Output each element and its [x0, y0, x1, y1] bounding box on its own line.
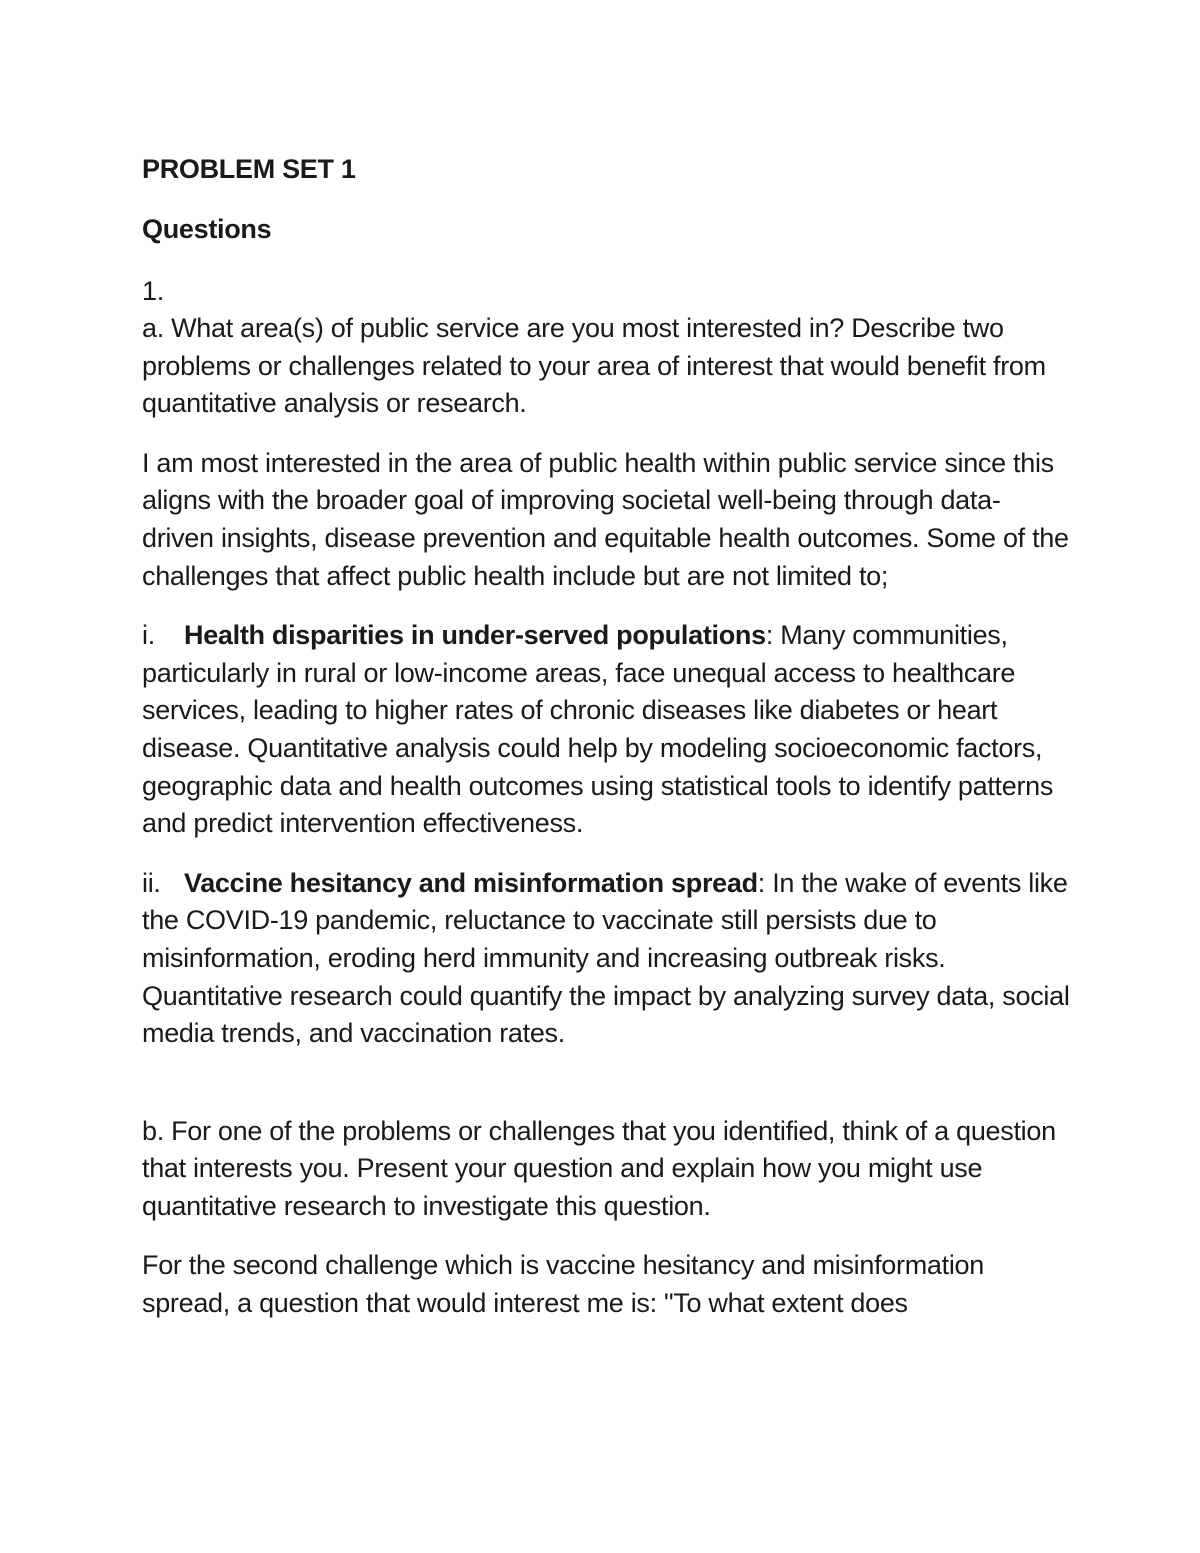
- list-item-vaccine-hesitancy: [142, 865, 1072, 1053]
- list-item-marker: ii.: [142, 867, 161, 898]
- list-item-heading: Vaccine hesitancy and misinformation spread: [184, 867, 758, 898]
- list-item-marker: i.: [142, 620, 155, 651]
- list-item-health-disparities: [142, 617, 1072, 843]
- question-a-text: a. What area(s) of public service are you most interested in? Describe two problems or challenges related to your area of interest that would benefit from quantitative analysis or research.: [142, 313, 1046, 419]
- question-b-text: b. For one of the problems or challenges that you identified, think of a question that interests you. Present your question and explain how you might use quantitative research to investigate this question.: [142, 1115, 1056, 1221]
- section-heading-questions: Questions: [142, 214, 272, 244]
- document-content: [142, 150, 1072, 1323]
- list-item-heading: Health disparities in under-served populations: [184, 620, 766, 651]
- answer-b-start: For the second challenge which is vaccine hesitancy and misinformation spread, a question that would interest me is: "To what extent does: [142, 1250, 984, 1319]
- answer-a-intro: I am most interested in the area of public health within public service since this aligns with the broader goal of improving societal well-being through data-driven insights, disease prevention and equitable health outcomes. Some of the challenges that affect public health include but are not limited to;: [142, 447, 1069, 591]
- list-item-body: : In the wake of events like the COVID-19 pandemic, reluctance to vaccinate still persists due to misinformation, eroding herd immunity and increasing outbreak risks. Quantitative research could quantify the impact by analyzing survey data, social media trends, and vaccination rates.: [142, 867, 1070, 1049]
- document-title: PROBLEM SET 1: [142, 154, 356, 184]
- list-item-body: : Many communities, particularly in rural or low-income areas, face unequal access to healthcare services, leading to higher rates of chronic diseases like diabetes or heart disease. Quantitative analysis could help by modeling socioeconomic factors, geographic data and health outcomes using statistical tools to identify patterns and predict intervention effectiveness.: [142, 620, 1054, 839]
- question-number: 1.: [142, 276, 164, 306]
